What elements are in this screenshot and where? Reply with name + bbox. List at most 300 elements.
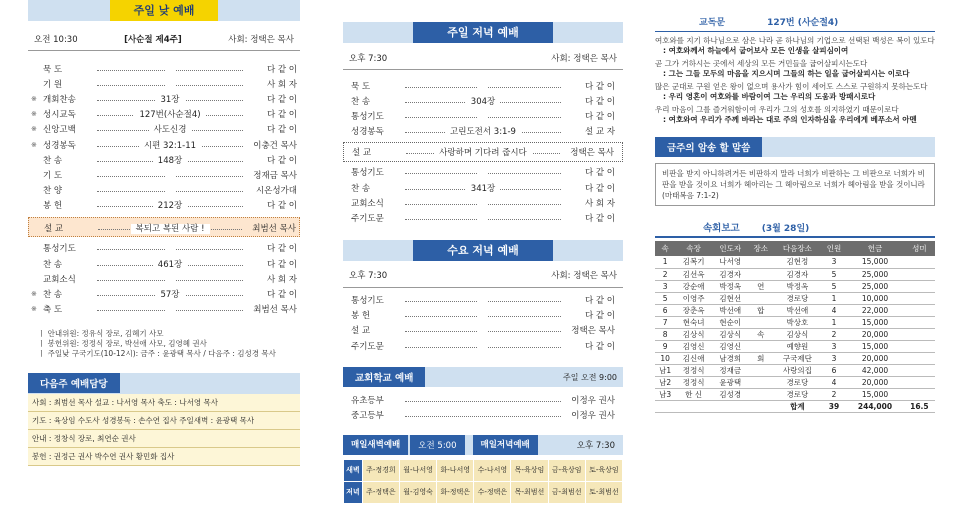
table-cell [749,316,773,328]
total-cell: 16.5 [904,400,935,412]
order-content [165,169,175,179]
order-content [478,324,488,334]
table-cell: 박선애 [773,304,822,316]
order-row [31,91,297,106]
school-bar [343,367,623,387]
reading-column [655,0,935,413]
table-cell: 25,000 [846,280,904,292]
table-cell: 박정옥 [712,280,749,292]
column-header: 다음장소 [773,241,822,256]
order-label: 축 도 [43,305,63,316]
order-leader [97,286,243,301]
order-row [31,302,297,317]
schedule-cell: 화-나서영 [437,459,474,481]
table-cell: 예향원 [773,340,822,352]
order-label: 설 교 [352,147,372,158]
order-label: 성경봉독 [351,127,384,138]
order-label: 봉 헌 [43,201,63,212]
order-person: 정택은 목사 [570,147,614,158]
order-label: 찬 송 [43,290,63,301]
table-cell: 윤광택 [712,376,749,388]
table-cell: 속 [749,328,773,340]
order-label: 개회찬송 [43,94,76,105]
order-content: 31장 [155,95,184,105]
order-row [31,271,297,286]
order-person: 다 같 이 [584,183,615,194]
table-cell [904,352,935,364]
report-table [655,241,935,413]
order-content [165,63,175,73]
table-row [655,268,935,280]
order-leader [405,195,561,205]
table-cell: 정정식 [675,364,712,376]
eve-title: 매일저녁예배 [473,435,538,455]
schedule-cell: 주-정택은 [362,481,399,503]
order-person: 다 같 이 [266,201,297,212]
order-person: 이충건 목사 [253,140,297,151]
order-leader [97,76,243,86]
order-label: 기 도 [43,170,63,181]
order-leader [405,164,561,174]
bullet-mark: ※ [31,94,37,103]
order-content: 고린도전서 3:1-9 [445,127,521,137]
order-row [32,218,296,238]
table-cell: 1 [822,292,846,304]
order-row [351,195,615,210]
table-cell [904,376,935,388]
order-label: 신앙고백 [43,125,76,136]
table-cell: 2 [822,328,846,340]
service-time: 오전 10:30 [34,34,78,45]
table-cell: 3 [655,280,675,292]
title-bar [28,0,300,21]
schedule-cell: 월-나서영 [400,459,437,481]
table-cell: 이영주 [675,292,712,304]
wed-title: 수요 저녁 예배 [413,240,553,261]
order-leader [405,93,561,107]
order-leader [405,78,561,88]
table-cell: 남2 [655,376,675,388]
order-leader [97,61,243,71]
total-cell [712,400,749,412]
school-person: 이정우 권사 [571,395,615,406]
order-leader [405,392,561,402]
dawn-label: 새벽 [344,459,363,481]
order-content: 127번(사순절4) [134,110,205,120]
sunday-morning-column [28,0,300,466]
order-content: 시편 32:1-11 [139,141,201,151]
order-leader [97,152,243,166]
order-leader [97,91,243,105]
order-person: 다 같 이 [584,81,615,92]
section-title: 주일 낮 예배 [110,0,218,21]
order-row [351,124,615,139]
school-row [351,407,615,422]
table-cell: 나서영 [712,256,749,268]
column-header: 성미 [904,241,935,256]
table-cell: 15,000 [846,316,904,328]
table-cell: 사랑의집 [773,364,822,376]
table-cell: 경로당 [773,376,822,388]
schedule-cell: 수-나서영 [474,459,511,481]
table-cell: 정재금 [712,364,749,376]
order-leader [97,137,243,151]
order-row [31,183,297,198]
order-content: 사도신경 [149,125,192,135]
daily-bar [343,435,623,455]
table-cell: 박선애 [712,304,749,316]
table-cell: 구국제단 [773,352,822,364]
order-label: 묵 도 [43,64,63,75]
order-leader [405,407,561,417]
table-cell: 20,000 [846,352,904,364]
schedule-cell: 화-정택은 [437,481,474,503]
order-leader [97,167,243,177]
total-cell: 39 [822,400,846,412]
table-cell: 박정옥 [773,280,822,292]
order-row [351,78,615,93]
total-cell [675,400,712,412]
table-row [655,280,935,292]
order-content: 사랑하며 기다려 줍시다 [434,148,532,158]
table-cell: 5 [822,268,846,280]
table-cell: 4 [822,376,846,388]
memory-bar [655,137,935,157]
table-cell [749,340,773,352]
bullet-mark: ※ [31,305,37,314]
order-leader [97,121,243,136]
school-title: 교회학교 예배 [343,367,425,387]
table-cell: 15,000 [846,388,904,400]
next-week-bar [28,373,300,394]
order-leader [405,322,561,332]
reading-label: 교독문 [699,18,726,28]
table-cell: 남3 [655,388,675,400]
order-row [31,256,297,271]
table-cell [904,364,935,376]
table-cell: 김경자 [712,268,749,280]
table-cell: 15,000 [846,340,904,352]
order-leader [97,197,243,212]
memory-verse: 비판을 받지 아니하려거든 비판하지 말라 너희가 비판하는 그 비판으로 너희가 비판을 받을 것이요 너희가 헤아리는 그 헤아림으로 너희가 헤아림을 받을 것이니라 (마태복음 7:1-2) [655,163,935,206]
order-person: 다 같 이 [266,94,297,105]
order-leader [406,144,560,158]
order-person: 설 교 자 [584,127,615,138]
order-person: 정재금 목사 [253,170,297,181]
order-content [478,340,488,350]
school-time: 주일 오전 9:00 [563,373,617,383]
table-cell: 김복기 [675,256,712,268]
order-row [31,76,297,91]
order-leader [405,292,561,302]
presider: 사회: 정택은 목사 [551,53,617,64]
table-cell: 박상호 [773,316,822,328]
table-cell: 8 [655,328,675,340]
order-person: 다 같 이 [584,96,615,107]
order-row [351,93,615,108]
table-cell: 김성경 [712,388,749,400]
table-cell: 경로당 [773,388,822,400]
schedule-cell: 주-정경희 [362,459,399,481]
order-row [31,61,297,76]
order-leader [405,307,561,317]
table-row [655,316,935,328]
table-cell: 현숙녀 [675,316,712,328]
note-line: ㅣ 안내위원: 정유식 장로, 김혜기 사모 [38,328,164,338]
order-content: 304장 [466,97,500,107]
report-title: 속회보고 [703,223,740,234]
table-cell [904,256,935,268]
total-cell: 244,000 [846,400,904,412]
bullet-mark: ※ [31,290,37,299]
total-row [655,400,935,412]
reading-number: 127번 (사순절4) [767,18,839,28]
table-row [655,292,935,304]
table-cell: 10 [655,352,675,364]
order-label: 기 원 [43,79,63,90]
leader-line: 우리 마음이 그를 즐거워함이여 우리가 그의 성호를 의지하였기 때문이로다 [655,105,899,114]
table-cell [749,256,773,268]
order-content [478,197,488,207]
congregation-line: : 여호와께서 하늘에서 굽어보사 모든 인생을 살피심이여 [663,46,849,55]
order-label: 찬 송 [43,259,63,270]
table-cell [749,376,773,388]
table-cell: 현순이 [712,316,749,328]
table-cell: 3 [822,340,846,352]
table-row [655,352,935,364]
total-cell [655,400,675,412]
order-person: 다 같 이 [584,296,615,307]
total-cell: 합계 [773,400,822,412]
table-cell: 김상식 [675,328,712,340]
order-row [351,323,615,338]
table-cell: 3 [822,256,846,268]
table-cell: 2 [822,388,846,400]
order-content [165,242,175,252]
bullet-mark: ※ [31,140,37,149]
table-cell [749,292,773,304]
order-content: 57장 [155,290,184,300]
bullet-mark: ※ [31,125,37,134]
order-row [351,108,615,123]
order-row [31,198,297,213]
table-cell: 김영신 [675,340,712,352]
order-leader [405,338,561,348]
notes [28,329,300,359]
table-cell: 15,000 [846,256,904,268]
schedule-cell: 수-정택은 [474,481,511,503]
order-row [351,210,615,225]
order-row [351,180,615,195]
congregation-line: : 여호와여 우리가 주께 바라는 대로 주의 인자하심을 우리에게 베푸소서 아멘 [663,115,917,124]
column-header: 인도자 [712,241,749,256]
schedule-cell: 목-최범선 [511,481,548,503]
wed-time: 오후 7:30 [349,271,388,281]
table-row [655,256,935,268]
table-cell: 20,000 [846,328,904,340]
order-content [165,303,175,313]
order-content [165,273,175,283]
order-list-2 [343,165,623,226]
table-cell: 연 [749,280,773,292]
order-label: 찬 송 [351,96,371,107]
order-list [343,78,623,139]
column-header: 장소 [749,241,773,256]
column-header: 속 [655,241,675,256]
order-leader [97,240,243,250]
order-person: 다 같 이 [266,155,297,166]
order-label: 설 교 [351,326,371,337]
order-content [165,78,175,88]
table-row [655,304,935,316]
order-person: 사 회 자 [266,274,297,285]
order-row [31,137,297,152]
wed-order-list [343,293,623,354]
order-label: 교회소식 [43,274,76,285]
table-cell: 5 [655,292,675,304]
order-row [31,107,297,122]
title-bar [343,22,623,43]
school-list [343,392,623,422]
sunday-evening-column [343,0,623,504]
table-cell: 9 [655,340,675,352]
order-leader [97,256,243,270]
presider: 사회: 정택은 목사 [228,34,294,45]
table-cell: 22,000 [846,304,904,316]
order-row [351,338,615,353]
school-label: 유초등부 [351,395,384,406]
order-row [31,167,297,182]
reading-pair [655,36,935,56]
table-cell: 합 [749,304,773,316]
column-header: 인원 [822,241,846,256]
leader-line: 많은 군대로 구원 얻은 왕이 없으며 용사가 힘이 세어도 스스로 구원하지 못하는도다 [655,82,928,91]
order-person: 다 같 이 [266,244,297,255]
order-label: 찬 송 [43,155,63,166]
congregation-line: : 우리 영혼이 여호와를 바람이여 그는 우리의 도움과 방패시로다 [663,92,876,101]
table-cell: 남경희 [712,352,749,364]
order-content [478,110,488,120]
school-person: 이정우 권사 [571,411,615,422]
order-row [31,241,297,256]
table-cell [904,388,935,400]
table-cell: 4 [822,304,846,316]
order-person: 사 회 자 [584,198,615,209]
schedule-cell: 목-육상임 [511,459,548,481]
table-cell [904,280,935,292]
table-cell: 7 [655,316,675,328]
order-leader [97,301,243,311]
table-cell: 강순애 [675,280,712,292]
dawn-time: 오전 5:00 [410,435,464,455]
order-row [31,122,297,137]
order-person: 다 같 이 [584,311,615,322]
order-person: 다 같 이 [266,259,297,270]
order-leader [97,182,243,192]
school-row [351,392,615,407]
table-cell [904,340,935,352]
order-leader [97,106,243,121]
order-person: 다 같 이 [584,168,615,179]
table-cell: 1 [822,316,846,328]
table-cell: 남1 [655,364,675,376]
service-info [343,46,623,70]
wed-info [343,264,623,288]
schedule-cell: 토-최범선 [585,481,622,503]
table-cell [749,268,773,280]
next-week-table [28,394,300,466]
order-label: 찬 양 [43,186,63,197]
table-cell [904,328,935,340]
order-list [28,61,300,213]
table-cell: 김현정 [773,256,822,268]
next-line: 기도 : 육상임 수도사 성경봉독 : 손수연 집사 주일새벽 : 윤광택 목사 [28,411,300,429]
order-person: 다 같 이 [584,341,615,352]
schedule-cell: 토-육상임 [585,459,622,481]
order-leader [97,271,243,281]
order-content [478,80,488,90]
order-label: 성경봉독 [43,140,76,151]
order-person: 다 같 이 [584,111,615,122]
order-content: 복되고 복된 사람 ! [131,224,210,234]
order-content: 461장 [153,260,187,270]
order-content: 212장 [153,201,187,211]
table-cell: 한 신 [675,388,712,400]
section-title: 주일 저녁 예배 [413,22,553,43]
order-row [31,152,297,167]
order-person: 시온성가대 [255,186,297,197]
order-label: 묵 도 [351,81,371,92]
table-cell: 김영신 [712,340,749,352]
next-line: 봉헌 : 권정근 권사 박수연 권사 황민화 집사 [28,447,300,465]
next-line: 사회 : 최범선 목사 설교 : 나서영 목사 축도 : 나서영 목사 [28,394,300,412]
next-line: 안내 : 정창식 장로, 최연순 권사 [28,429,300,447]
order-label: 주기도문 [351,213,384,224]
order-row [351,293,615,308]
service-info [28,27,300,51]
table-cell [904,316,935,328]
order-label: 통성기도 [351,296,384,307]
table-row [655,388,935,400]
table-row [655,328,935,340]
order-row [351,308,615,323]
table-cell: 6 [655,304,675,316]
leader-line: 곧 그가 거하시는 곳에서 세상의 모든 거민들을 굽어살피시는도다 [655,59,868,68]
order-person: 다 같 이 [266,290,297,301]
order-person: 다 같 이 [584,213,615,224]
order-person: 다 같 이 [266,64,297,75]
table-cell: 42,000 [846,364,904,376]
dawn-title: 매일새벽예배 [343,435,408,455]
order-label: 통성기도 [351,111,384,122]
order-content [478,309,488,319]
bullet-mark: ※ [31,110,37,119]
eve-time: 오후 7:30 [576,440,615,451]
order-person: 사 회 자 [266,79,297,90]
table-row [655,364,935,376]
order-content: 341장 [466,184,500,194]
order-content [165,184,175,194]
reading-pair [655,105,935,125]
table-cell: 회 [749,352,773,364]
reading-pair [655,59,935,79]
order-label: 성시교독 [43,110,76,121]
table-cell: 김상식 [712,328,749,340]
schedule-cell: 금-육상임 [548,459,585,481]
table-cell [904,292,935,304]
leader-line: 여호와를 지기 하나님으로 삼은 나라 곧 하나님의 기업으로 선택된 백성은 복이 있도다 [655,36,935,45]
congregation-line: : 그는 그들 모두의 마음을 지으시며 그들의 하는 일을 굽어살피시는 이로다 [663,69,910,78]
